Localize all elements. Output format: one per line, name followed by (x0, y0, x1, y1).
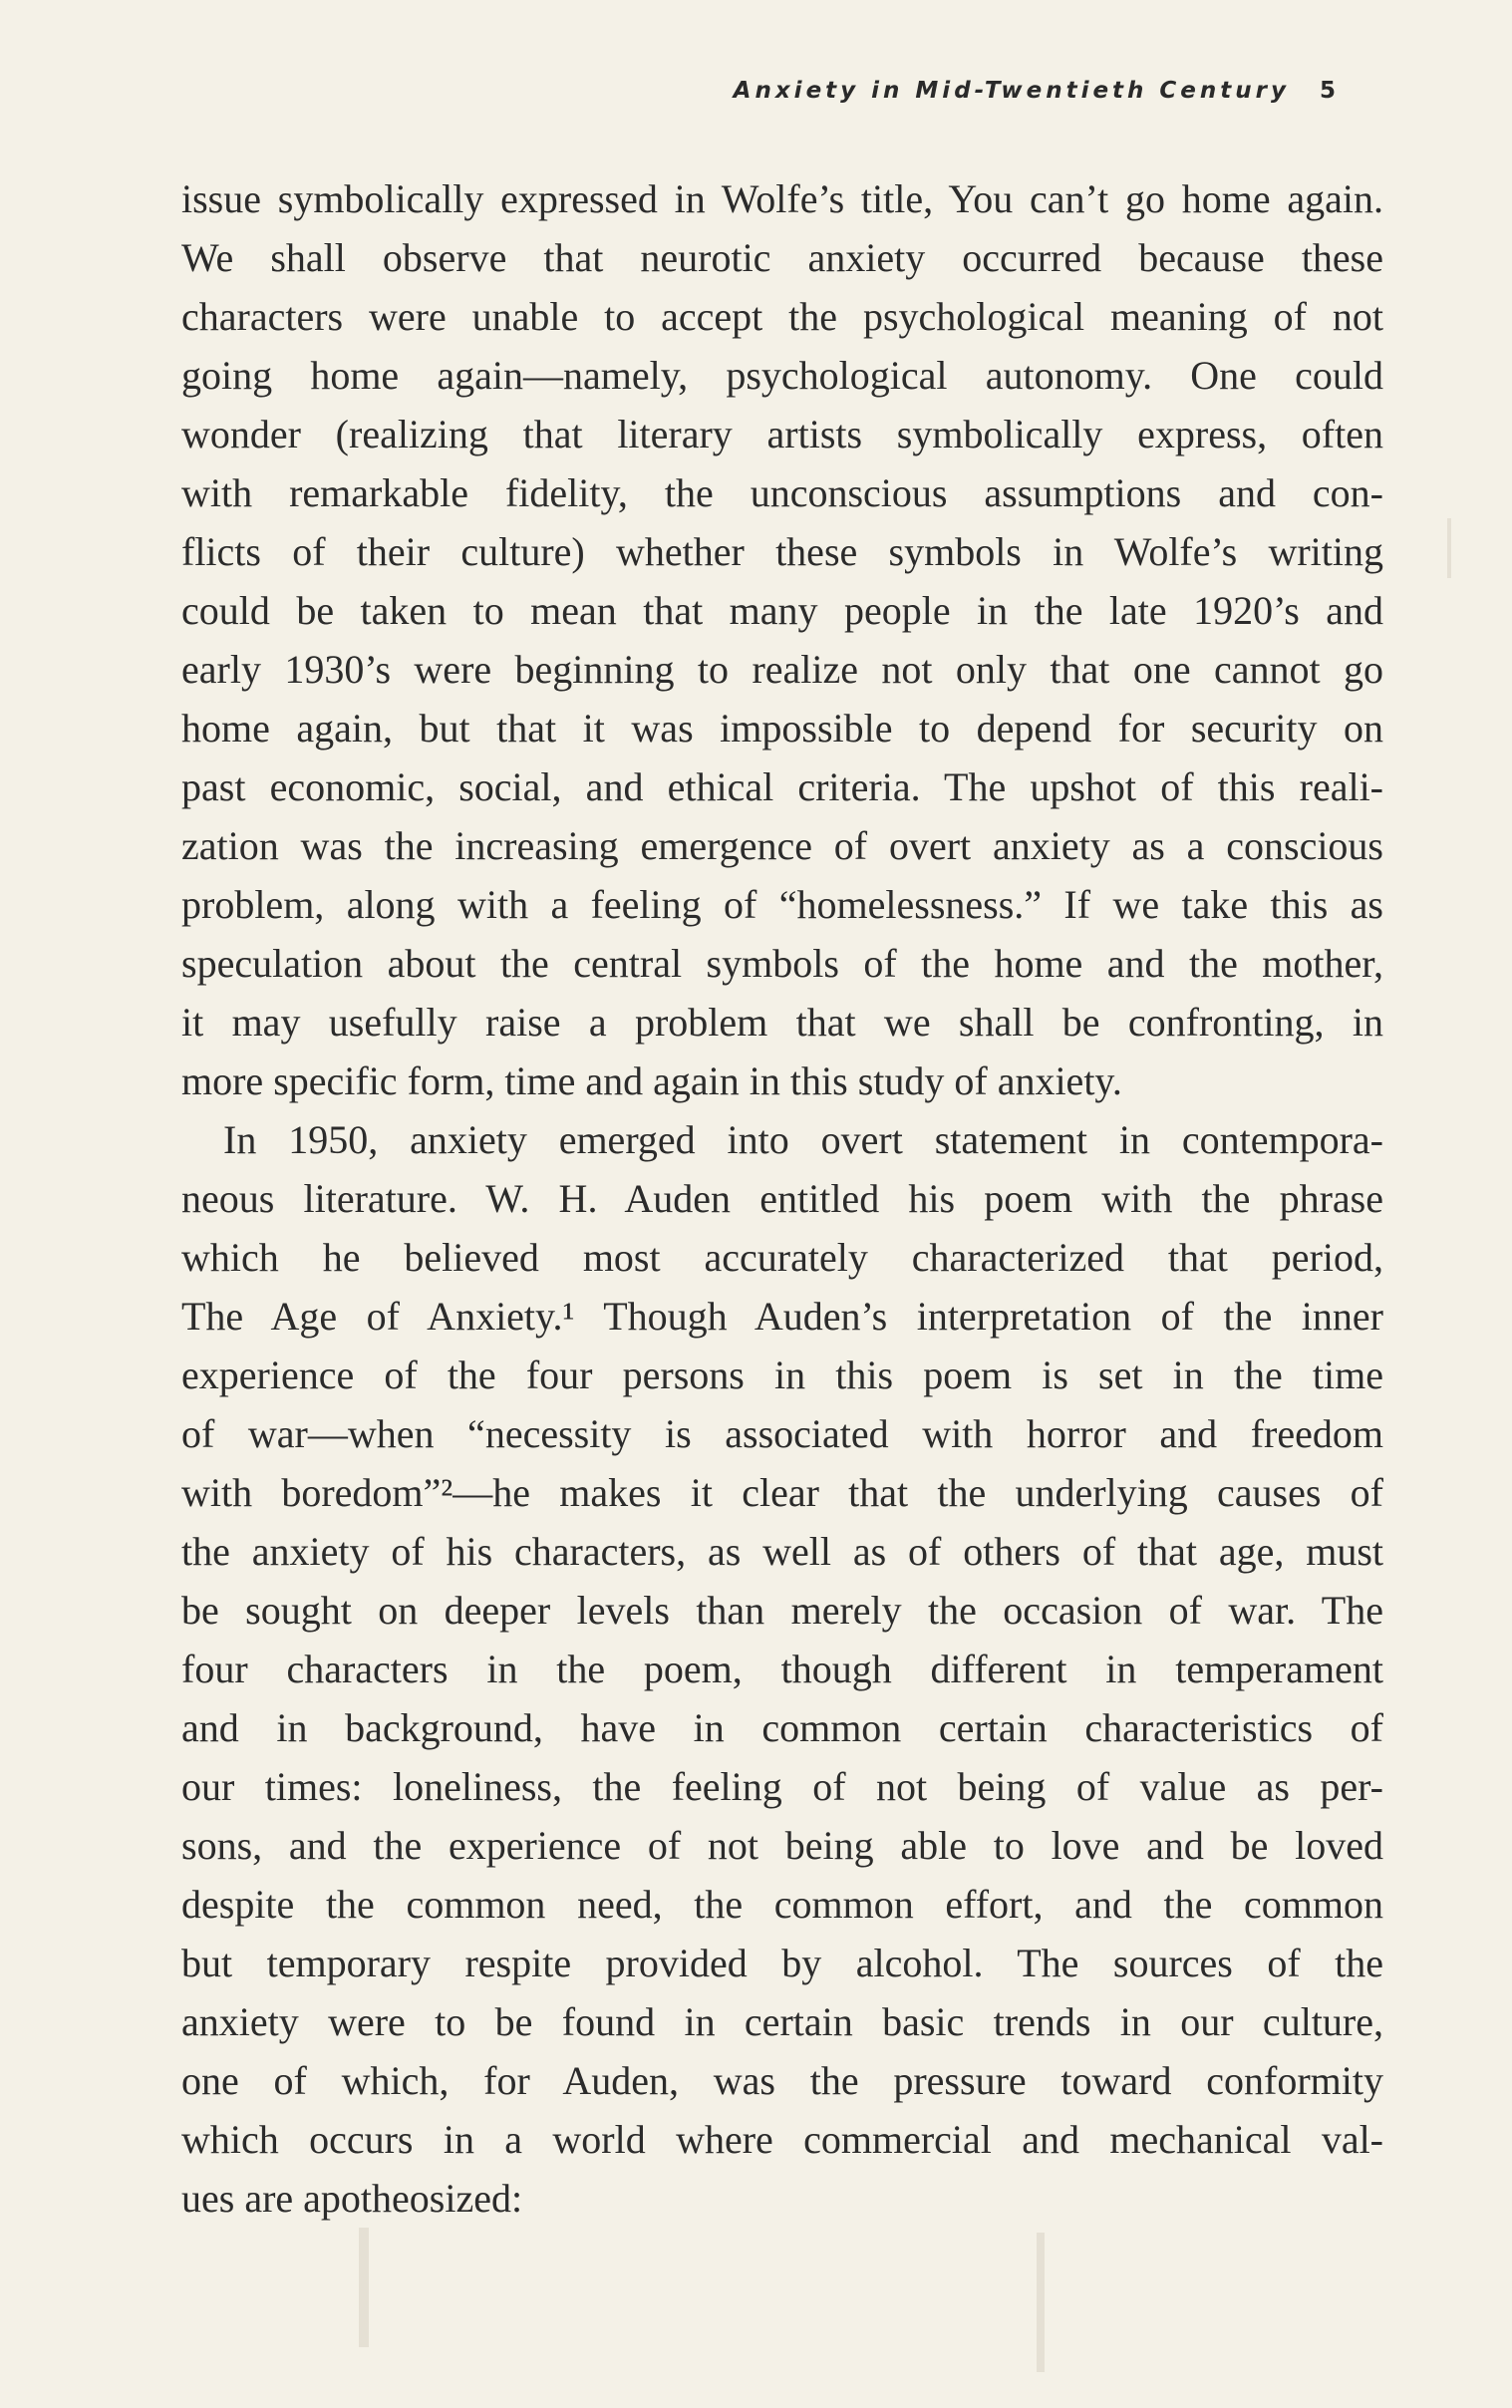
text-line: and in background, have in common certain characteristics of (181, 1705, 1383, 1750)
text-line: could be taken to mean that many people in the late 1920’s and (181, 588, 1383, 633)
text-line: past economic, social, and ethical criteria. The upshot of this reali- (181, 764, 1383, 809)
scan-smudge (359, 2228, 369, 2347)
scan-smudge (1447, 518, 1451, 578)
text-line: which occurs in a world where commercial and mechanical val- (181, 2117, 1383, 2162)
text-line: problem, along with a feeling of “homelessness.” If we take this as (181, 882, 1383, 927)
text-line: issue symbolically expressed in Wolfe’s title, You can’t go home again. (181, 176, 1383, 221)
text-line: flicts of their culture) whether these symbols in Wolfe’s writing (181, 529, 1383, 574)
text-line: ues are apotheosized: (181, 2176, 523, 2221)
text-line: be sought on deeper levels than merely the occasion of war. The (181, 1588, 1383, 1633)
text-line: experience of the four persons in this poem is set in the time (181, 1353, 1383, 1397)
text-line: our times: loneliness, the feeling of not being of value as per- (181, 1764, 1383, 1809)
running-head (558, 78, 1336, 104)
text-line: which he believed most accurately characterized that period, (181, 1235, 1383, 1280)
text-line: anxiety were to be found in certain basic trends in our culture, (181, 1999, 1383, 2044)
text-line: four characters in the poem, though different in temperament (181, 1647, 1383, 1691)
text-line: despite the common need, the common effort, and the common (181, 1882, 1383, 1927)
text-line: zation was the increasing emergence of overt anxiety as a conscious (181, 823, 1383, 868)
text-line: speculation about the central symbols of the home and the mother, (181, 941, 1383, 986)
text-line: home again, but that it was impossible to depend for security on (181, 706, 1383, 751)
text-line: with boredom”²—he makes it clear that the underlying causes of (181, 1470, 1383, 1515)
text-line: the anxiety of his characters, as well as of others of that age, must (181, 1529, 1383, 1574)
body-text (181, 169, 1383, 2228)
text-line: wonder (realizing that literary artists symbolically express, often (181, 412, 1383, 456)
text-line: In 1950, anxiety emerged into overt statement in contempora- (223, 1117, 1383, 1162)
text-line: with remarkable fidelity, the unconscious assumptions and con- (181, 470, 1383, 515)
text-line: sons, and the experience of not being able to love and be loved (181, 1823, 1383, 1868)
text-line: We shall observe that neurotic anxiety occurred because these (181, 235, 1383, 280)
text-line: it may usefully raise a problem that we shall be confronting, in (181, 1000, 1383, 1045)
page-number: 5 (1319, 78, 1336, 104)
running-head-title: Anxiety in Mid-Twentieth Century (733, 78, 1290, 104)
text-line: one of which, for Auden, was the pressure toward conformity (181, 2058, 1383, 2103)
text-line: early 1930’s were beginning to realize not only that one cannot go (181, 647, 1383, 692)
text-line: more specific form, time and again in this study of anxiety. (181, 1058, 1122, 1103)
text-line: neous literature. W. H. Auden entitled his poem with the phrase (181, 1176, 1383, 1221)
text-line: The Age of Anxiety.¹ Though Auden’s interpretation of the inner (181, 1294, 1383, 1339)
text-line: but temporary respite provided by alcohol. The sources of the (181, 1941, 1383, 1985)
text-line: characters were unable to accept the psychological meaning of not (181, 294, 1383, 339)
text-line: going home again—namely, psychological autonomy. One could (181, 353, 1383, 398)
scan-smudge (1037, 2233, 1045, 2372)
text-line: of war—when “necessity is associated with horror and freedom (181, 1411, 1383, 1456)
